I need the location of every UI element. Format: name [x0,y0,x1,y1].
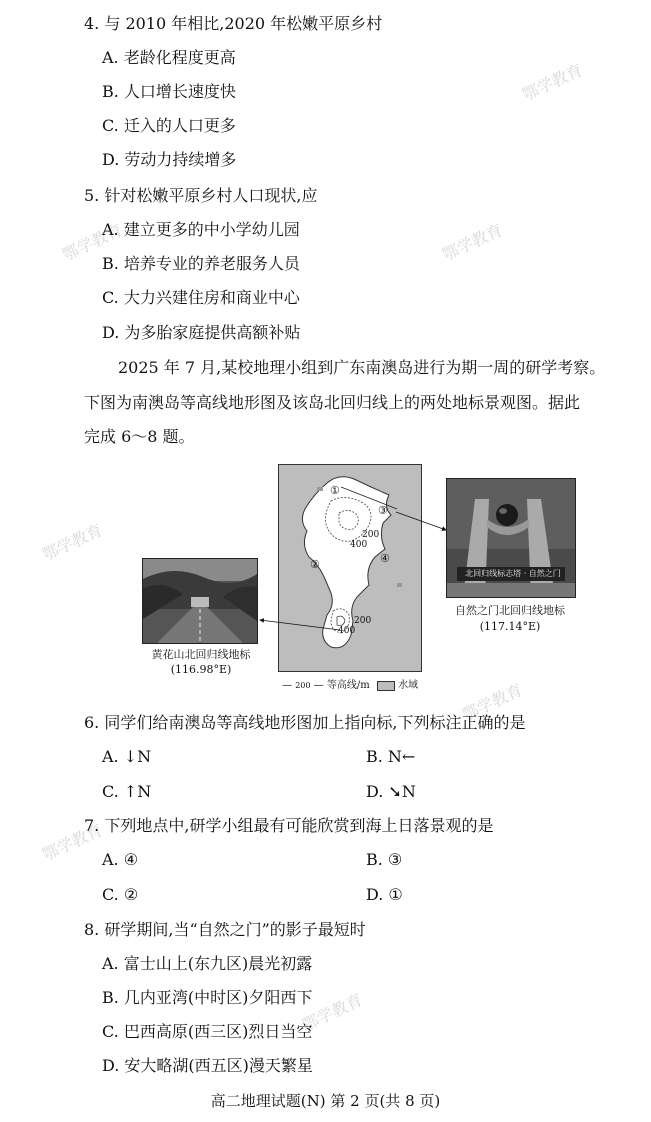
watermark: 鄂学教育 [39,520,106,565]
legend-water-swatch-icon [377,681,395,691]
map-label-point-1: ① [330,484,340,497]
question-8-option-b: B. 几内亚湾(中时区)夕阳西下 [102,988,313,1007]
map-legend [282,676,418,691]
question-4-stem: 4. 与 2010 年相比,2020 年松嫩平原乡村 [84,14,383,33]
question-6-stem: 6. 同学们给南澳岛等高线地形图加上指向标,下列标注正确的是 [84,713,526,732]
huanghuashan-caption: 黄花山北回归线地标 [151,648,251,661]
legend-contour-line-icon: — [282,680,292,691]
legend-water-label: 水域 [398,680,419,691]
page-footer: 高二地理试题(N) 第 2 页(共 8 页) [210,1092,441,1110]
legend-contour-value: 200 [295,681,311,690]
question-6-option-c: C. ↑N [102,782,152,801]
map-label-point-3: ③ [378,504,388,517]
map-contour-200-north: 200 [362,530,380,540]
intro-line-3: 完成 6～8 题。 [84,427,195,446]
question-4-option-b: B. 人口增长速度快 [102,82,236,101]
question-7-stem: 7. 下列地点中,研学小组最有可能欣赏到海上日落景观的是 [84,816,494,835]
question-5-option-c: C. 大力兴建住房和商业中心 [102,288,300,307]
question-5-option-a: A. 建立更多的中小学幼儿园 [102,220,300,239]
huanghuashan-longitude: (116.98°E) [170,663,232,676]
watermark: 鄂学教育 [439,220,506,265]
legend-contour-line-icon: — [313,680,324,691]
ziranzhimen-landmark-photo [446,478,576,598]
question-8-option-c: C. 巴西高原(西三区)烈日当空 [102,1022,313,1041]
map-label-point-2: ② [310,558,320,571]
map-label-point-4: ④ [380,552,390,565]
question-6-option-b: B. N← [366,747,416,766]
question-5-option-b: B. 培养专业的养老服务人员 [102,254,300,273]
question-6-option-d: D. ➘N [366,782,416,801]
watermark: 鄂学教育 [59,220,126,265]
ziranzhimen-longitude: (117.14°E) [479,620,541,633]
question-8-stem: 8. 研学期间,当“自然之门”的影子最短时 [84,920,366,939]
question-4-option-a: A. 老龄化程度更高 [102,48,236,67]
question-7-option-c: C. ② [102,885,139,904]
ziranzhimen-sign: 北回归线标志塔 · 自然之门 [465,569,561,578]
intro-line-1: 2025 年 7 月,某校地理小组到广东南澳岛进行为期一周的研学考察。 [118,358,606,377]
question-6-option-a: A. ↓N [102,747,152,766]
map-contour-400-north: 400 [350,540,368,550]
question-7-option-b: B. ③ [366,850,403,869]
legend-contour-label: 等高线/m [326,680,370,691]
question-8-option-d: D. 安大略湖(西五区)漫天繁星 [102,1056,313,1075]
watermark: 鄂学教育 [459,680,526,725]
question-5-option-d: D. 为多胎家庭提供高额补贴 [102,323,301,342]
figure-nanao-island [140,462,580,692]
watermark: 鄂学教育 [519,60,586,105]
question-8-option-a: A. 富士山上(东九区)晨光初露 [102,954,313,973]
question-4-option-c: C. 迁入的人口更多 [102,116,236,135]
question-7-option-d: D. ① [366,885,403,904]
watermark: 鄂学教育 [299,990,366,1035]
map-contour-400-south: 400 [338,626,356,636]
watermark: 鄂学教育 [39,820,106,865]
question-5-stem: 5. 针对松嫩平原乡村人口现状,应 [84,186,318,205]
question-4-option-d: D. 劳动力持续增多 [102,150,237,169]
question-7-option-a: A. ④ [102,850,139,869]
map-contour-200-south: 200 [354,616,372,626]
ziranzhimen-caption: 自然之门北回归线地标 [455,604,565,617]
intro-line-2: 下图为南澳岛等高线地形图及该岛北回归线上的两处地标景观图。据此 [84,393,581,412]
